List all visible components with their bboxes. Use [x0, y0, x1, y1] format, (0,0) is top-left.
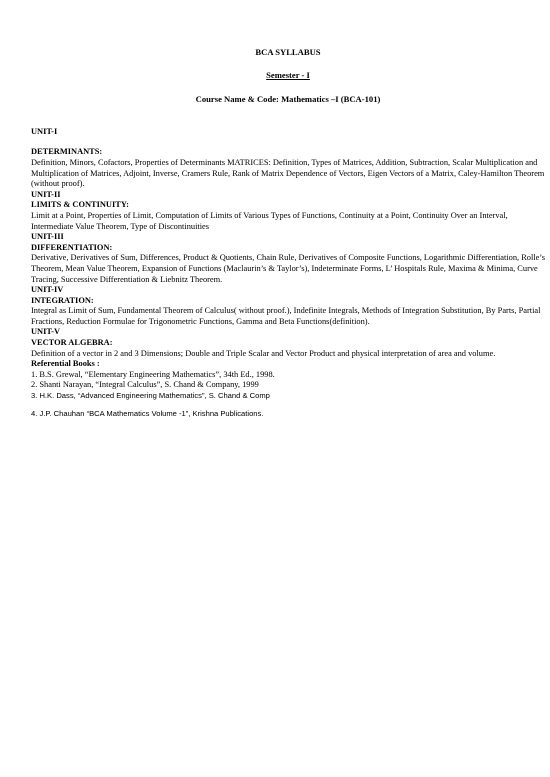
unit-3-body: Derivative, Derivatives of Sum, Differences, Product & Quotients, Chain Rule, Derivatives of Composite Functions, Logarithmic Differentiation, Rolle’s Theorem, Mean Value Theorem, Expansion of Functions (Maclaurin’s & Taylor’s), Indeterminate Forms, L’ Hospitals Rule, Maxima & Minima, Curve Tracing, Successive Differentiation & Liebnitz Theorem.	[31, 253, 545, 284]
reference-item: 1. B.S. Grewal, “Elementary Engineering Mathematics”, 34th Ed., 1998.	[31, 369, 275, 379]
unit-1-body: Definition, Minors, Cofactors, Properties of Determinants MATRICES: Definition, Types of Matrices, Addition, Subtraction, Scalar Multiplication and Multiplication of Matrices, Adjoint, Inverse, Cramers Rule, Rank of Matrix Dependence of Vectors, Eigen Vectors of a Matrix, Caley-Hamilton Theorem (without proof).	[31, 157, 545, 189]
unit-1-label: UNIT-I	[31, 126, 58, 136]
semester-heading: Semester - I	[266, 69, 310, 80]
unit-4-heading: INTEGRATION:	[31, 295, 94, 305]
references-heading: Referential Books :	[31, 359, 100, 369]
unit-1-heading: DETERMINANTS:	[31, 147, 103, 157]
reference-item: 3. H.K. Dass, “Advanced Engineering Mathematics”, S. Chand & Comp	[31, 391, 270, 401]
unit-3-heading: DIFFERENTIATION:	[31, 242, 113, 252]
unit-5-label: UNIT-V	[31, 327, 61, 337]
unit-4-label: UNIT-IV	[31, 285, 64, 295]
reference-item: 2. Shanti Narayan, “Integral Calculus”, S. Chand & Company, 1999	[31, 380, 259, 390]
unit-5-body: Definition of a vector in 2 and 3 Dimensions; Double and Triple Scalar and Vector Product and physical interpretation of area and volume.	[31, 348, 496, 358]
reference-item: 4. J.P. Chauhan “BCA Mathematics Volume -1”, Krishna Publications.	[31, 408, 264, 418]
course-heading: Course Name & Code: Mathematics –I (BCA-101)	[195, 94, 381, 105]
document-page	[31, 47, 545, 419]
unit-4-body: Integral as Limit of Sum, Fundamental Theorem of Calculus( without proof.), Indefinite Integrals, Methods of Integration Substitution, By Parts, Partial Fractions, Reduction Formulae for Trigonometric Functions, Gamma and Beta Functions(definition).	[31, 306, 541, 326]
unit-2-label: UNIT-II	[31, 189, 61, 199]
unit-2-body: Limit at a Point, Properties of Limit, Computation of Limits of Various Types of Functions, Continuity at a Point, Continuity Over an Interval, Intermediate Value Theorem, Type of Discontinuities	[31, 210, 508, 231]
document-title: BCA SYLLABUS	[255, 47, 321, 57]
unit-2-heading: LIMITS & CONTINUITY:	[31, 200, 129, 210]
unit-5-heading: VECTOR ALGEBRA:	[31, 338, 113, 348]
unit-3-label: UNIT-III	[31, 232, 64, 242]
